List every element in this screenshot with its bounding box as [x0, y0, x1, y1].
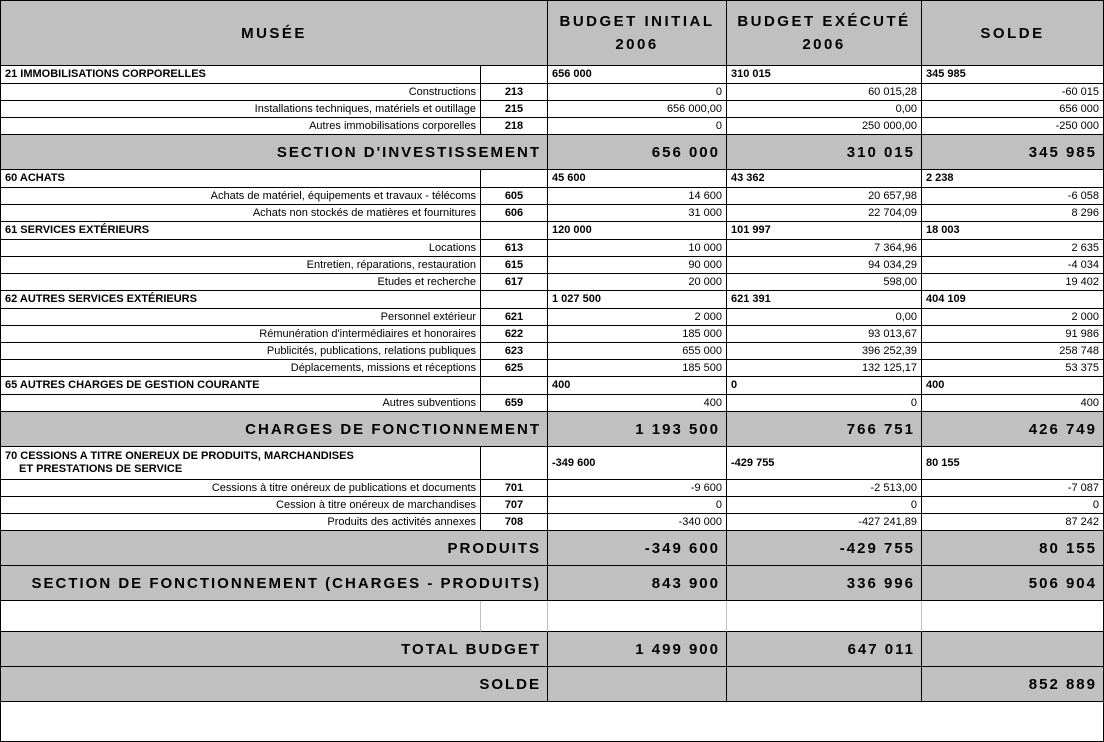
- account-code: [481, 447, 548, 480]
- solde-value: 656 000: [922, 101, 1103, 118]
- budget-initial-value: 185 000: [548, 326, 727, 343]
- budget-initial-value: 400: [548, 395, 727, 412]
- solde-total: [922, 632, 1103, 667]
- detail-row: [1, 480, 1103, 497]
- solde-value: -60 015: [922, 84, 1103, 101]
- solde-value: -6 058: [922, 188, 1103, 205]
- account-code: 701: [481, 480, 548, 497]
- budget-execute-value: -2 513,00: [727, 480, 922, 497]
- solde-value: 400: [922, 377, 1103, 395]
- account-code: [481, 66, 548, 84]
- total-row: [1, 135, 1103, 170]
- budget-execute-value: 250 000,00: [727, 118, 922, 135]
- account-code: 708: [481, 514, 548, 531]
- budget-initial-value: 0: [548, 84, 727, 101]
- budget-execute-total: [727, 667, 922, 702]
- column-header-solde: SOLDE: [922, 1, 1103, 66]
- account-code: [481, 377, 548, 395]
- total-label: SOLDE: [1, 667, 548, 702]
- category-row: [1, 170, 1103, 188]
- account-code: [481, 222, 548, 240]
- category-label: [1, 447, 481, 480]
- budget-execute-value: 60 015,28: [727, 84, 922, 101]
- solde-value: 345 985: [922, 66, 1103, 84]
- budget-initial-value: 655 000: [548, 343, 727, 360]
- solde-value: 2 238: [922, 170, 1103, 188]
- solde-value: 53 375: [922, 360, 1103, 377]
- account-code: 659: [481, 395, 548, 412]
- budget-execute-value: 20 657,98: [727, 188, 922, 205]
- budget-execute-value: 0: [727, 497, 922, 514]
- detail-row: [1, 205, 1103, 222]
- row-label: Produits des activités annexes: [1, 514, 481, 531]
- column-header-budget-initial-line2: 2006: [615, 36, 659, 53]
- budget-execute-value: 0,00: [727, 309, 922, 326]
- category-label-line1: 70 CESSIONS A TITRE ONEREUX DE PRODUITS, MARCHANDISES: [5, 450, 354, 462]
- budget-initial-total: 843 900: [548, 566, 727, 601]
- account-code: 623: [481, 343, 548, 360]
- total-label: SECTION D'INVESTISSEMENT: [1, 135, 548, 170]
- budget-initial-value: -349 600: [548, 447, 727, 480]
- budget-initial-value: 1 027 500: [548, 291, 727, 309]
- category-label: 21 IMMOBILISATIONS CORPORELLES: [1, 66, 481, 84]
- budget-initial-value: -9 600: [548, 480, 727, 497]
- row-label: Déplacements, missions et réceptions: [1, 360, 481, 377]
- detail-row: [1, 497, 1103, 514]
- detail-row: [1, 240, 1103, 257]
- budget-initial-value: 656 000: [548, 66, 727, 84]
- total-label: PRODUITS: [1, 531, 548, 566]
- budget-execute-value: 93 013,67: [727, 326, 922, 343]
- spacer-row: [1, 601, 1103, 632]
- solde-value: 19 402: [922, 274, 1103, 291]
- detail-row: [1, 343, 1103, 360]
- budget-initial-value: 31 000: [548, 205, 727, 222]
- total-label: CHARGES DE FONCTIONNEMENT: [1, 412, 548, 447]
- category-label: 60 ACHATS: [1, 170, 481, 188]
- spacer-cell: [1, 601, 481, 632]
- account-code: 606: [481, 205, 548, 222]
- budget-execute-value: 621 391: [727, 291, 922, 309]
- budget-initial-value: 0: [548, 497, 727, 514]
- budget-initial-value: 45 600: [548, 170, 727, 188]
- musee-budget-table: [1, 1, 1103, 702]
- spacer-cell: [548, 601, 727, 632]
- detail-row: [1, 188, 1103, 205]
- total-row: [1, 632, 1103, 667]
- budget-execute-value: -427 241,89: [727, 514, 922, 531]
- solde-total: 345 985: [922, 135, 1103, 170]
- solde-value: 8 296: [922, 205, 1103, 222]
- category-label: 62 AUTRES SERVICES EXTÉRIEURS: [1, 291, 481, 309]
- budget-execute-value: 101 997: [727, 222, 922, 240]
- row-label: Publicités, publications, relations publiques: [1, 343, 481, 360]
- account-code: 215: [481, 101, 548, 118]
- detail-row: [1, 326, 1103, 343]
- row-label: Cessions à titre onéreux de publications et documents: [1, 480, 481, 497]
- solde-value: 2 635: [922, 240, 1103, 257]
- spacer-cell: [922, 601, 1103, 632]
- account-code: 213: [481, 84, 548, 101]
- account-code: 707: [481, 497, 548, 514]
- row-label: Personnel extérieur: [1, 309, 481, 326]
- total-row: [1, 531, 1103, 566]
- budget-execute-value: 0: [727, 377, 922, 395]
- category-label: 65 AUTRES CHARGES DE GESTION COURANTE: [1, 377, 481, 395]
- solde-total: 852 889: [922, 667, 1103, 702]
- header-row: [1, 1, 1103, 66]
- category-label-line2: ET PRESTATIONS DE SERVICE: [19, 463, 183, 475]
- solde-value: 2 000: [922, 309, 1103, 326]
- budget-execute-total: 310 015: [727, 135, 922, 170]
- budget-execute-value: 0: [727, 395, 922, 412]
- column-header-musee: MUSÉE: [1, 1, 548, 66]
- solde-value: -4 034: [922, 257, 1103, 274]
- detail-row: [1, 274, 1103, 291]
- row-label: Achats non stockés de matières et fournitures: [1, 205, 481, 222]
- row-label: Rémunération d'intermédiaires et honoraires: [1, 326, 481, 343]
- budget-execute-value: 598,00: [727, 274, 922, 291]
- budget-initial-value: 120 000: [548, 222, 727, 240]
- budget-initial-value: -340 000: [548, 514, 727, 531]
- column-header-budget-initial: [548, 1, 727, 66]
- account-code: 613: [481, 240, 548, 257]
- budget-initial-value: 400: [548, 377, 727, 395]
- account-code: 625: [481, 360, 548, 377]
- budget-execute-value: 132 125,17: [727, 360, 922, 377]
- solde-value: 80 155: [922, 447, 1103, 480]
- account-code: 605: [481, 188, 548, 205]
- solde-value: 91 986: [922, 326, 1103, 343]
- budget-execute-value: 22 704,09: [727, 205, 922, 222]
- solde-total: 506 904: [922, 566, 1103, 601]
- budget-execute-value: 7 364,96: [727, 240, 922, 257]
- column-header-budget-execute-line1: BUDGET EXÉCUTÉ: [737, 13, 911, 30]
- row-label: Locations: [1, 240, 481, 257]
- spacer-cell: [481, 601, 548, 632]
- solde-value: 400: [922, 395, 1103, 412]
- solde-value: -250 000: [922, 118, 1103, 135]
- solde-value: 87 242: [922, 514, 1103, 531]
- spacer-cell: [727, 601, 922, 632]
- solde-value: -7 087: [922, 480, 1103, 497]
- row-label: Etudes et recherche: [1, 274, 481, 291]
- budget-initial-value: 0: [548, 118, 727, 135]
- total-label: TOTAL BUDGET: [1, 632, 548, 667]
- budget-initial-value: 10 000: [548, 240, 727, 257]
- budget-initial-total: 1 499 900: [548, 632, 727, 667]
- category-label: 61 SERVICES EXTÉRIEURS: [1, 222, 481, 240]
- budget-execute-value: 310 015: [727, 66, 922, 84]
- category-row: [1, 447, 1103, 480]
- row-label: Autres immobilisations corporelles: [1, 118, 481, 135]
- budget-initial-value: 656 000,00: [548, 101, 727, 118]
- column-header-budget-initial-line1: BUDGET INITIAL: [559, 13, 715, 30]
- row-label: Autres subventions: [1, 395, 481, 412]
- category-row: [1, 222, 1103, 240]
- budget-execute-total: -429 755: [727, 531, 922, 566]
- row-label: Installations techniques, matériels et outillage: [1, 101, 481, 118]
- budget-execute-value: 43 362: [727, 170, 922, 188]
- solde-value: 18 003: [922, 222, 1103, 240]
- budget-initial-value: 2 000: [548, 309, 727, 326]
- budget-initial-value: 14 600: [548, 188, 727, 205]
- detail-row: [1, 257, 1103, 274]
- budget-execute-total: 336 996: [727, 566, 922, 601]
- budget-execute-value: 94 034,29: [727, 257, 922, 274]
- column-header-budget-execute-line2: 2006: [802, 36, 846, 53]
- detail-row: [1, 514, 1103, 531]
- budget-execute-value: -429 755: [727, 447, 922, 480]
- detail-row: [1, 395, 1103, 412]
- account-code: [481, 170, 548, 188]
- account-code: 621: [481, 309, 548, 326]
- total-row: [1, 667, 1103, 702]
- column-header-budget-execute: [727, 1, 922, 66]
- account-code: 622: [481, 326, 548, 343]
- detail-row: [1, 101, 1103, 118]
- detail-row: [1, 309, 1103, 326]
- solde-value: 258 748: [922, 343, 1103, 360]
- budget-execute-total: 647 011: [727, 632, 922, 667]
- row-label: Achats de matériel, équipements et travaux - télécoms: [1, 188, 481, 205]
- detail-row: [1, 360, 1103, 377]
- detail-row: [1, 118, 1103, 135]
- solde-value: 404 109: [922, 291, 1103, 309]
- solde-total: 426 749: [922, 412, 1103, 447]
- budget-initial-value: 185 500: [548, 360, 727, 377]
- row-label: Constructions: [1, 84, 481, 101]
- total-row: [1, 412, 1103, 447]
- budget-execute-value: 396 252,39: [727, 343, 922, 360]
- detail-row: [1, 84, 1103, 101]
- budget-initial-value: 90 000: [548, 257, 727, 274]
- solde-total: 80 155: [922, 531, 1103, 566]
- account-code: [481, 291, 548, 309]
- budget-execute-value: 0,00: [727, 101, 922, 118]
- category-row: [1, 66, 1103, 84]
- budget-initial-value: 20 000: [548, 274, 727, 291]
- total-row: [1, 566, 1103, 601]
- category-row: [1, 377, 1103, 395]
- account-code: 617: [481, 274, 548, 291]
- budget-execute-total: 766 751: [727, 412, 922, 447]
- row-label: Cession à titre onéreux de marchandises: [1, 497, 481, 514]
- category-row: [1, 291, 1103, 309]
- budget-initial-total: 1 193 500: [548, 412, 727, 447]
- total-label: SECTION DE FONCTIONNEMENT (CHARGES - PRODUITS): [1, 566, 548, 601]
- budget-initial-total: -349 600: [548, 531, 727, 566]
- budget-initial-total: 656 000: [548, 135, 727, 170]
- budget-initial-total: [548, 667, 727, 702]
- row-label: Entretien, réparations, restauration: [1, 257, 481, 274]
- account-code: 615: [481, 257, 548, 274]
- account-code: 218: [481, 118, 548, 135]
- solde-value: 0: [922, 497, 1103, 514]
